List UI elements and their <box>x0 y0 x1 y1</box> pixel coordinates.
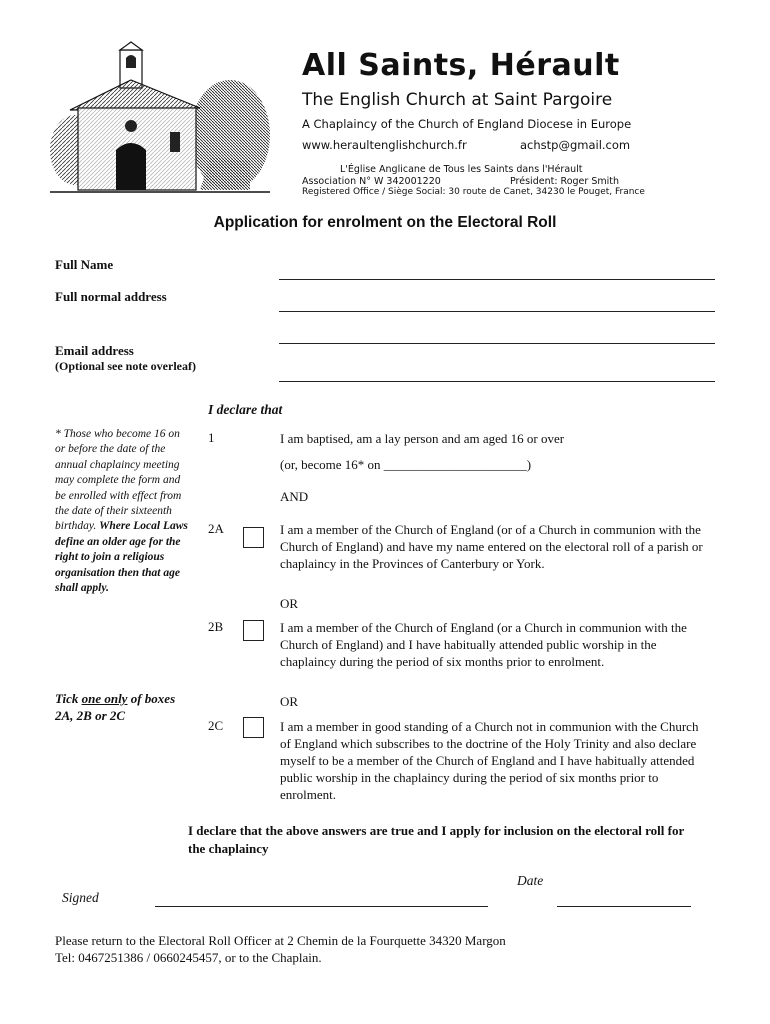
sidenote-text: * Those who become 16 on or before the date of the annual chaplaincy meeting may complete the form and be enrolled with effect from the date of their sixteenth birthday. <box>55 428 182 533</box>
tick-prefix: Tick <box>55 691 79 706</box>
or-label-2: OR <box>280 694 299 709</box>
item-2a-text: I am a member of the Church of England (or of a Church in communion with the Church of England) and have my name entered on the electoral roll of a parish or chaplaincy in the Provinces of Canterbury or York. <box>280 522 703 571</box>
email-label: Email address <box>55 343 134 358</box>
email-optional-note: (Optional see note overleaf) <box>55 359 196 373</box>
item-2c-text: I am a member in good standing of a Church not in communion with the Church of England which subscribes to the doctrine of the Holy Trinity and also declare myself to be a member of the Church of England and I have habitually attended public worship in the chaplaincy during the period of six months prior to enrolment. <box>280 719 699 802</box>
full-name-label: Full Name <box>55 257 114 272</box>
chaplaincy-line: A Chaplaincy of the Church of England Diocese in Europe <box>302 117 632 131</box>
email-link[interactable]: achstp@gmail.com <box>520 138 631 152</box>
date-label: Date <box>517 873 544 888</box>
email-field[interactable] <box>279 381 715 382</box>
website-link[interactable]: www.heraultenglishchurch.fr <box>302 138 467 152</box>
full-name-field[interactable] <box>279 279 715 280</box>
signature-field[interactable] <box>155 906 488 907</box>
address-label: Full normal address <box>55 289 167 304</box>
tick-underlined: one only <box>81 691 128 706</box>
signed-label: Signed <box>62 890 99 905</box>
item-2b-number: 2B <box>208 619 224 634</box>
association-number: Association N° W 342001220 <box>302 176 441 187</box>
item-2b-text: I am a member of the Church of England (or a Church in communion with the Church of England) and I have habitually attended public worship in the chaplaincy during the period of six months prior to enrolment. <box>280 620 687 669</box>
return-address-line: Please return to the Electoral Roll Officer at 2 Chemin de la Fourquette 34320 Margon <box>55 933 506 948</box>
registered-office: Registered Office / Siège Social: 30 route de Canet, 34230 le Pouget, France <box>302 187 645 197</box>
item-1-text: I am baptised, am a lay person and am aged 16 or over <box>280 431 565 446</box>
president-name: Président: Roger Smith <box>510 176 619 187</box>
declare-heading: I declare that <box>208 402 283 417</box>
french-name: L'Église Anglicane de Tous les Saints dans l'Hérault <box>340 164 583 175</box>
address-field-line1[interactable] <box>279 311 715 312</box>
item-2a-number: 2A <box>208 521 224 536</box>
tick-suffix: of boxes 2A, 2B or 2C <box>55 691 176 723</box>
church-illustration <box>50 40 270 200</box>
return-phone-line: Tel: 0467251386 / 0660245457, or to the Chaplain. <box>55 950 322 965</box>
item-2c-number: 2C <box>208 718 224 733</box>
form-title: Application for enrolment on the Electoral Roll <box>213 214 557 231</box>
item-1-birthday-line: (or, become 16* on ______________________) <box>280 457 532 472</box>
church-subtitle: The English Church at Saint Pargoire <box>302 90 613 110</box>
and-label: AND <box>280 489 309 504</box>
or-label-1: OR <box>280 596 299 611</box>
item-1-number: 1 <box>208 430 215 445</box>
church-title: All Saints, Hérault <box>302 48 620 83</box>
sidenote-bold-text: Where Local Laws define an older age for the right to join a religious organisation then that age shall apply. <box>55 520 188 595</box>
address-field-line2[interactable] <box>279 343 715 344</box>
final-declaration: I declare that the above answers are true and I apply for inclusion on the electoral roll for the chaplaincy <box>188 823 685 856</box>
checkbox-2c[interactable] <box>243 717 264 738</box>
checkbox-2b[interactable] <box>243 620 264 641</box>
age-sidenote <box>55 427 190 596</box>
tick-instruction <box>55 690 195 724</box>
date-field[interactable] <box>557 906 691 907</box>
checkbox-2a[interactable] <box>243 527 264 548</box>
